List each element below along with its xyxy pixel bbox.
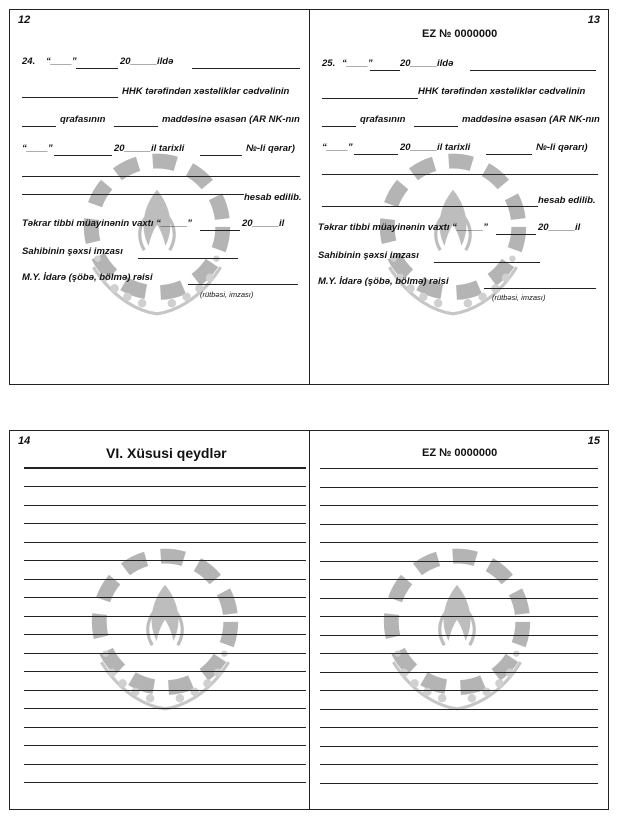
page-number: 12 (18, 14, 31, 26)
ruled-line (320, 709, 598, 710)
reexam-year: 20_____il (242, 218, 285, 229)
ruled-line (320, 505, 598, 506)
page-number: 15 (587, 435, 600, 447)
ruled-line (320, 727, 598, 728)
ruled-line (24, 597, 306, 598)
ruled-line (320, 561, 598, 562)
owner-signature-label: Sahibinin şəxsi imzası (22, 246, 123, 257)
coat-of-arms-watermark (372, 537, 542, 712)
ruled-line (24, 560, 306, 561)
ruled-line (320, 616, 598, 617)
special-notes-heading: VI. Xüsusi qeydlər (106, 445, 227, 461)
commission-text: HHK tərəfindən xəstəliklər cədvəlinin (418, 86, 586, 97)
reexam-year: 20_____il (538, 222, 581, 233)
ruled-line (24, 671, 306, 672)
ruled-line (320, 653, 598, 654)
ruled-line (320, 579, 598, 580)
ruled-line (320, 783, 598, 784)
considered-label: hesab edilib. (244, 192, 302, 203)
column-label: qrafasının (360, 114, 406, 125)
ruled-line (320, 635, 598, 636)
decision-number-label: №-li qərar) (246, 143, 295, 154)
ruled-line (320, 468, 598, 469)
page-13 (309, 9, 609, 385)
ruled-line (320, 690, 598, 691)
column-label: qrafasının (60, 114, 106, 125)
page-15 (309, 430, 609, 810)
ruled-line (24, 727, 306, 728)
ruled-line (320, 487, 598, 488)
ruled-line (320, 672, 598, 673)
rank-signature-caption: (rütbəsi, imzası) (200, 290, 254, 299)
ruled-line (320, 598, 598, 599)
coat-of-arms-watermark (80, 537, 250, 712)
reexam-label: Təkrar tibbi müayinənin vaxtı “_____” (22, 218, 193, 229)
date-year-label: 20_____ildə (120, 56, 174, 67)
ruled-line (24, 542, 306, 543)
stamp-head-label: M.Y. İdarə (şöbə, bölmə) rəisi (318, 276, 449, 287)
decision-day-blank: “____” (22, 143, 53, 154)
decision-day-blank: “____” (322, 142, 353, 153)
considered-label: hesab edilib. (538, 195, 596, 206)
page-12 (9, 9, 311, 385)
rank-signature-caption: (rütbəsi, imzası) (492, 293, 546, 302)
ruled-line (24, 745, 306, 746)
date-year-label: 20_____ildə (400, 58, 454, 69)
entry-number: 24. (22, 56, 36, 67)
entry-number: 25. (322, 58, 336, 69)
page-number: 13 (587, 14, 600, 26)
ruled-line (24, 708, 306, 709)
stamp-head-label: M.Y. İdarə (şöbə, bölmə) rəisi (22, 272, 153, 283)
ruled-line (24, 523, 306, 524)
ruled-line (24, 690, 306, 691)
ruled-line (320, 542, 598, 543)
ruled-line (320, 746, 598, 747)
page-14 (9, 430, 311, 810)
ruled-line (24, 505, 306, 506)
ruled-line (24, 764, 306, 765)
document-serial: EZ № 0000000 (422, 447, 498, 459)
reexam-label: Təkrar tibbi müayinənin vaxtı “_____” (318, 222, 489, 233)
commission-text: HHK tərəfindən xəstəliklər cədvəlinin (122, 86, 290, 97)
ruled-line (24, 782, 306, 783)
date-day-blank: “____” (342, 58, 373, 69)
article-label: maddəsinə əsasən (AR NK-nın (162, 114, 300, 125)
article-label: maddəsinə əsasən (AR NK-nın (462, 114, 600, 125)
ruled-line (24, 653, 306, 654)
date-day-blank: “____” (46, 56, 77, 67)
decision-date-label: 20_____il tarixli (114, 143, 185, 154)
ruled-line (24, 634, 306, 635)
ruled-line (24, 579, 306, 580)
ruled-line (24, 616, 306, 617)
decision-number-label: №-li qərarı) (536, 142, 588, 153)
page-number: 14 (18, 435, 31, 447)
ruled-line (24, 486, 306, 487)
owner-signature-label: Sahibinin şəxsi imzası (318, 250, 419, 261)
ruled-line (320, 764, 598, 765)
decision-date-label: 20_____il tarixli (400, 142, 471, 153)
document-serial: EZ № 0000000 (422, 28, 498, 40)
ruled-line (320, 524, 598, 525)
